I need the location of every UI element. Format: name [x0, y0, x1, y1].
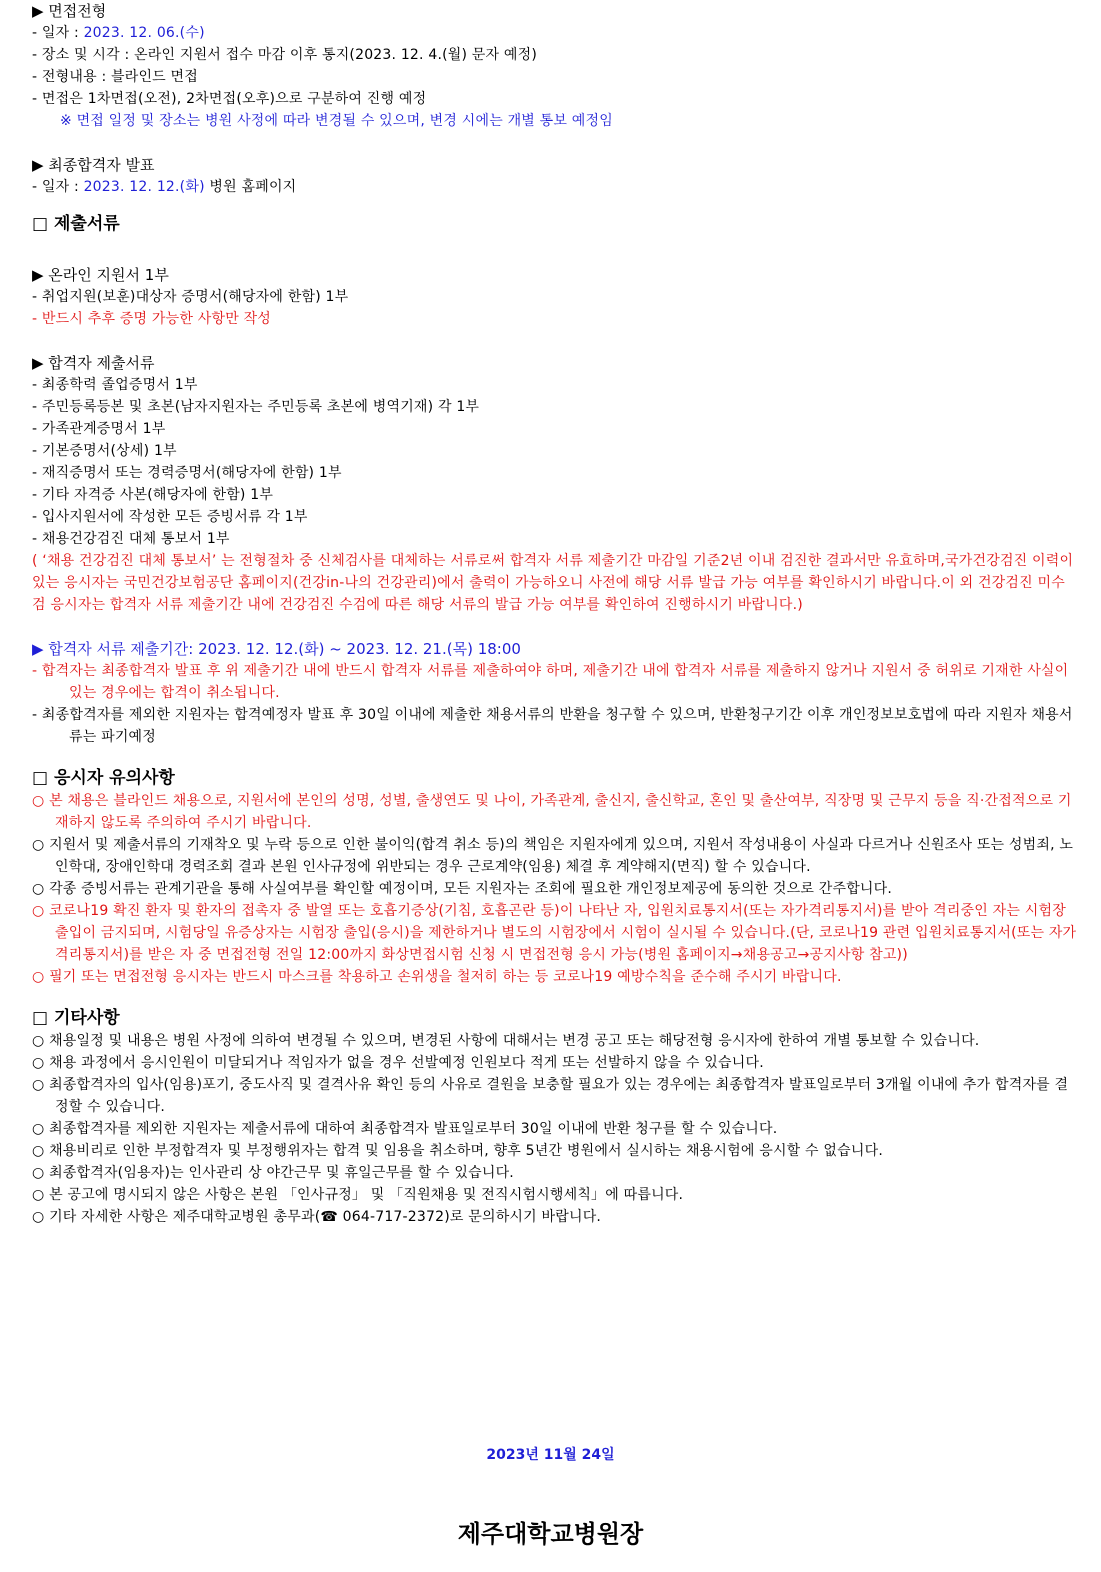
- list-item: - 최종학력 졸업증명서 1부: [32, 377, 198, 393]
- interview-note: ※ 면접 일정 및 장소는 병원 사정에 따라 변경될 수 있으며, 변경 시에는 개별 통보 예정임: [60, 113, 613, 129]
- interview-date: - 일자 : 2023. 12. 06.(수): [32, 25, 205, 41]
- final-date: - 일자 : 2023. 12. 12.(화) 병원 홈페이지: [32, 179, 297, 195]
- caution-item: ○ 코로나19 확진 환자 및 환자의 접촉자 중 발열 또는 호흡기증상(기침, 호흡곤란 등)이 나타난 자, 입원치료통지서(또는 자가격리통지서)를 받아 격리중인 자는 시험장 출입이 금지되며, 시험당일 유증상자는 시험장 출입(응시)을 제한하거나 별도의 시험장에서 시험이 실시될 수 있습니다.(단, 코로나19 관련 입원치료통지서(또는 자가격리통지서)를 받은 자 중 면접전형 전일 12:00까지 화상면접시험 신청 시 면접전형 응시 가능(병원 홈페이지→채용공고→공지사항 참고)): [32, 903, 1077, 963]
- health-check-note: ( ‘채용 건강검진 대체 통보서’ 는 전형절차 중 신체검사를 대체하는 서류로써 합격자 서류 제출기간 마감일 기준2년 이내 검진한 결과서만 유효하며,국가건강검진 이력이 있는 응시자는 국민건강보험공단 홈페이지(건강in-나의 건강관리)에서 출력이 가능하오니 사전에 해당 서류 발급 가능 여부를 확인하시기 바랍니다.이 외 건강검진 미수검 응시자는 합격자 서류 제출기간 내에 건강검진 수검에 따른 해당 서류의 발급 가능 여부를 확인하여 진행하시기 바랍니다.): [32, 553, 1078, 613]
- caution-title: □ 응시자 유의사항: [32, 768, 175, 788]
- etc-item: ○ 기타 자세한 사항은 제주대학교병원 총무과(☎ 064-717-2372)로 문의하시기 바랍니다.: [32, 1209, 602, 1225]
- notice-date: 2023년 11월 24일: [486, 1447, 615, 1463]
- caution-item: ○ 각종 증빙서류는 관계기관을 통해 사실여부를 확인할 예정이며, 모든 지원자는 조회에 필요한 개인정보제공에 동의한 것으로 간주합니다.: [32, 881, 893, 897]
- etc-title: □ 기타사항: [32, 1008, 120, 1028]
- final-date-value: 2023. 12. 12.(화): [83, 179, 205, 195]
- list-item: - 기타 자격증 사본(해당자에 한함) 1부: [32, 487, 274, 503]
- caution-item: ○ 본 채용은 블라인드 채용으로, 지원서에 본인의 성명, 성별, 출생연도 및 나이, 가족관계, 출신지, 출신학교, 혼인 및 출산여부, 직장명 및 근무지 등을 직·간접적으로 기재하지 않도록 주의하여 주시기 바랍니다.: [32, 793, 1072, 831]
- list-item: - 채용건강검진 대체 통보서 1부: [32, 531, 230, 547]
- interview-split: - 면접은 1차면접(오전), 2차면접(오후)으로 구분하여 진행 예정: [32, 91, 427, 107]
- list-item: - 재직증명서 또는 경력증명서(해당자에 한함) 1부: [32, 465, 342, 481]
- pass-docs-heading: ▶ 합격자 제출서류: [32, 354, 155, 372]
- etc-item: ○ 본 공고에 명시되지 않은 사항은 본원 「인사규정」 및 「직원채용 및 전직시험시행세칙」에 따릅니다.: [32, 1187, 684, 1203]
- interview-place: - 장소 및 시각 : 온라인 지원서 접수 마감 이후 통지(2023. 12. 4.(월) 문자 예정): [32, 47, 537, 63]
- signer-name: 제주대학교병원장: [457, 1519, 644, 1548]
- etc-item: ○ 최종합격자를 제외한 지원자는 제출서류에 대하여 최종합격자 발표일로부터 30일 이내에 반환 청구를 할 수 있습니다.: [32, 1121, 778, 1137]
- online-heading: ▶ 온라인 지원서 1부: [32, 266, 169, 284]
- submission-period-item-2: - 최종합격자를 제외한 지원자는 합격예정자 발표 후 30일 이내에 제출한 채용서류의 반환을 청구할 수 있으며, 반환청구기간 이후 개인정보보호법에 따라 지원자 채용서류는 파기예정: [32, 707, 1073, 745]
- list-item: - 기본증명서(상세) 1부: [32, 443, 177, 459]
- docs-title: □ 제출서류: [32, 214, 120, 234]
- list-item: - 가족관계증명서 1부: [32, 421, 166, 437]
- list-item: - 입사지원서에 작성한 모든 증빙서류 각 1부: [32, 509, 308, 525]
- etc-item: ○ 채용 과정에서 응시인원이 미달되거나 적임자가 없을 경우 선발예정 인원보다 적게 또는 선발하지 않을 수 있습니다.: [32, 1055, 764, 1071]
- etc-item: ○ 채용일정 및 내용은 병원 사정에 의하여 변경될 수 있으며, 변경된 사항에 대해서는 변경 공고 또는 해당전형 응시자에 한하여 개별 통보할 수 있습니다.: [32, 1033, 980, 1049]
- interview-heading: ▶ 면접전형: [32, 2, 107, 20]
- caution-item: ○ 필기 또는 면접전형 응시자는 반드시 마스크를 착용하고 손위생을 철저히 하는 등 코로나19 예방수칙을 준수해 주시기 바랍니다.: [32, 969, 842, 985]
- online-item-2: - 반드시 추후 증명 가능한 사항만 작성: [32, 311, 272, 327]
- online-item-1: - 취업지원(보훈)대상자 증명서(해당자에 한함) 1부: [32, 289, 349, 305]
- notice-document: [32, 0, 1077, 1228]
- etc-item: ○ 최종합격자의 입사(임용)포기, 중도사직 및 결격사유 확인 등의 사유로 결원을 보충할 필요가 있는 경우에는 최종합격자 발표일로부터 3개월 이내에 추가 합격자를 결정할 수 있습니다.: [32, 1077, 1069, 1115]
- caution-item: ○ 지원서 및 제출서류의 기재착오 및 누락 등으로 인한 불이익(합격 취소 등)의 책임은 지원자에게 있으며, 지원서 작성내용이 사실과 다르거나 신원조사 또는 성범죄, 노인학대, 장애인학대 경력조회 결과 본원 인사규정에 위반되는 경우 근로계약(임용) 체결 후 계약해지(면직) 할 수 있습니다.: [32, 837, 1074, 875]
- final-heading: ▶ 최종합격자 발표: [32, 156, 155, 174]
- interview-content: - 전형내용 : 블라인드 면접: [32, 69, 199, 85]
- submission-period-heading: ▶ 합격자 서류 제출기간: 2023. 12. 12.(화) ~ 2023. 12. 21.(목) 18:00: [32, 640, 521, 658]
- list-item: - 주민등록등본 및 초본(남자지원자는 주민등록 초본에 병역기재) 각 1부: [32, 399, 480, 415]
- etc-item: ○ 최종합격자(임용자)는 인사관리 상 야간근무 및 휴일근무를 할 수 있습니다.: [32, 1165, 514, 1181]
- etc-item: ○ 채용비리로 인한 부정합격자 및 부정행위자는 합격 및 임용을 취소하며, 향후 5년간 병원에서 실시하는 채용시험에 응시할 수 없습니다.: [32, 1143, 883, 1159]
- submission-period-item-1: - 합격자는 최종합격자 발표 후 위 제출기간 내에 반드시 합격자 서류를 제출하여야 하며, 제출기간 내에 합격자 서류를 제출하지 않거나 지원서 중 허위로 기재한 사실이 있는 경우에는 합격이 취소됩니다.: [32, 663, 1074, 701]
- interview-date-value: 2023. 12. 06.(수): [83, 25, 205, 41]
